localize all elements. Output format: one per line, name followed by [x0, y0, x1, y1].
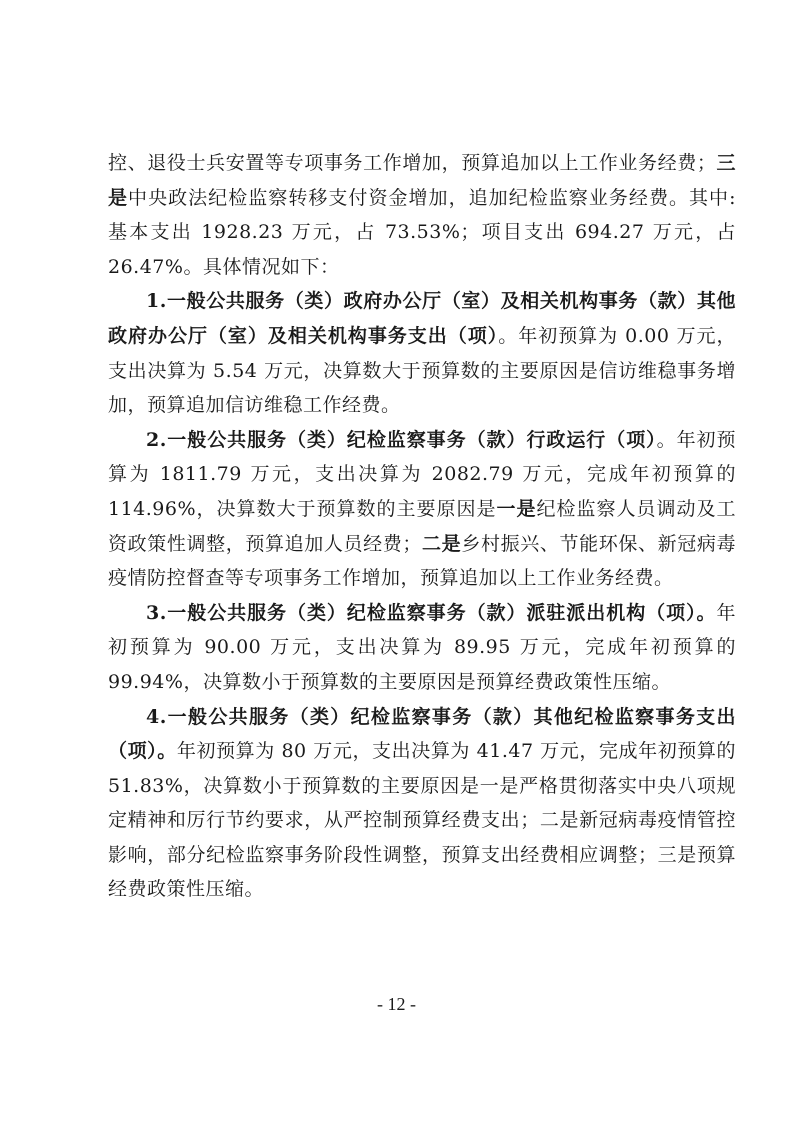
item-three-body: 年初预算为 90.00 万元，支出决算为 89.95 万元，完成年初预算的 99.94%，决算数小于预算数的主要原因是预算经费政策性压缩。	[108, 601, 736, 693]
item-two-label-one: 一是	[496, 497, 537, 520]
item-two-body-c: 乡村振兴、节能环保、新冠病毒疫情防控督查等专项事务工作增加，预算追加以上工作业务经费。	[108, 532, 736, 590]
point-three-label: 三是	[108, 152, 736, 209]
item-three-heading: 3.一般公共服务（类）纪检监察事务（款）派驻派出机构（项）。	[146, 601, 717, 624]
item-one-paragraph	[108, 284, 736, 422]
item-four-heading: 4.一般公共服务（类）纪检监察事务（款）其他纪检监察事务支出（项）。	[108, 705, 736, 763]
item-two-heading: 2.一般公共服务（类）纪检监察事务（款）行政运行（项）	[146, 428, 657, 451]
item-two-label-two: 二是	[421, 532, 462, 555]
item-one-body: 。年初预算为 0.00 万元，支出决算为 5.54 万元，决算数大于预算数的主要原因是信访维稳事务增加，预算追加信访维稳工作经费。	[108, 324, 736, 417]
intro-paragraph	[108, 146, 736, 284]
item-two-body-a: 。年初预算为 1811.79 万元，支出决算为 2082.79 万元，完成年初预算的 114.96%，决算数大于预算数的主要原因是	[108, 428, 736, 520]
item-one-heading: 1.一般公共服务（类）政府办公厅（室）及相关机构事务（款）其他政府办公厅（室）及相关机构事务支出（项）	[108, 290, 736, 347]
intro-line: 控、退役士兵安置等专项事务工作增加，预算追加以上工作业务经费；	[108, 152, 717, 174]
point-three-text: 中央政法纪检监察转移支付资金增加，追加纪检监察业务经费。	[128, 186, 690, 209]
item-two-body-b: 纪检监察人员调动及工资政策性调整，预算追加人员经费；	[108, 497, 736, 555]
summary-text: 其中:基本支出 1928.23 万元，占 73.53%；项目支出 694.27 万元，占 26.47%。具体情况如下：	[108, 186, 736, 278]
item-four-paragraph	[108, 700, 736, 908]
item-two-paragraph	[108, 423, 736, 596]
page-number: - 12 -	[377, 994, 416, 1014]
document-body	[108, 146, 736, 907]
item-three-paragraph	[108, 596, 736, 700]
item-four-body: 年初预算为 80 万元，支出决算为 41.47 万元，完成年初预算的 51.83%，决算数小于预算数的主要原因是一是严格贯彻落实中央八项规定精神和厉行节约要求，从严控制预算经费支出；二是新冠病毒疫情管控影响，部分纪检监察事务阶段性调整，预算支出经费相应调整；三是预算经费政策性压缩。	[108, 740, 736, 901]
